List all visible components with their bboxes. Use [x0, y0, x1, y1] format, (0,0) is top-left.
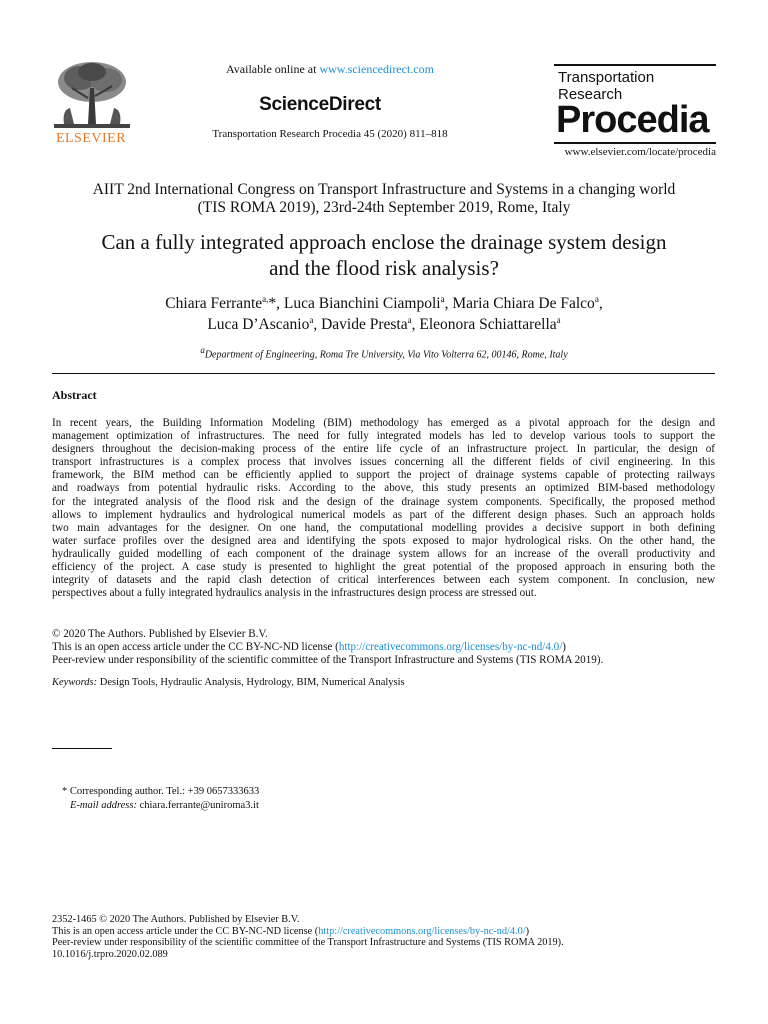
page-footer — [52, 914, 715, 960]
author-affil: a — [556, 315, 561, 325]
available-online: Available online at www.sciencedirect.com — [226, 62, 434, 76]
issn-line: 2352-1465 © 2020 The Authors. Published by Elsevier B.V. — [52, 914, 300, 925]
abstract-line: perspectives about a fully integrated hydraulics analysis in the infrastructures design process are stressed out. — [52, 587, 537, 600]
abstract-line: hydraulically guided modelling of each component of the drainage system allows for an increase of the overall productivity and — [52, 547, 715, 560]
author-name: Davide Presta — [321, 316, 408, 334]
footer-license-line: This is an open access article under the CC BY-NC-ND license (http://creativecommons.org/licenses/by-nc-nd/4.0/) — [52, 925, 530, 937]
abstract-line: framework, the BIM method can be efficiently applied to support the project of drainage systems capable of protecting railways — [52, 469, 715, 482]
author-name: Luca Bianchini Ciampoli — [283, 295, 441, 313]
abstract-line: transport infrastructures is a complex process that involves issues concerning all the different fields of civil engineering. In this — [52, 456, 715, 469]
affiliation-text: Department of Engineering, Roma Tre University, Via Vito Volterra 62, 00146, Rome, Italy — [204, 349, 568, 361]
abstract-line: management optimization of infrastructures. The need for fully integrated models has led to develop various tools to support the — [52, 430, 715, 443]
journal-logo-line3: Procedia — [556, 99, 709, 141]
peer-review-line: Peer-review under responsibility of the scientific committee of the Transport Infrastructure and Systems (TIS ROMA 2019). — [52, 654, 604, 667]
author-name: Chiara Ferrante — [165, 295, 263, 313]
license-line: This is an open access article under the CC BY-NC-ND license (http://creativecommons.org/licenses/by-nc-nd/4.0/) — [52, 641, 566, 654]
paper-title-line-1: Can a fully integrated approach enclose the drainage system design — [101, 230, 667, 254]
abstract-body — [52, 417, 715, 600]
corresponding-author-footnote: * Corresponding author. Tel.: +39 0657333633 — [62, 786, 260, 797]
footnote-rule — [52, 748, 112, 749]
abstract-line: designers throughout the decision-making process of the entire life cycle of an infrastructure project. In particular, the design of — [52, 443, 715, 456]
conference-line-1: AIIT 2nd International Congress on Transport Infrastructure and Systems in a changing world — [92, 181, 676, 198]
doi[interactable]: 10.1016/j.trpro.2020.02.089 — [52, 948, 168, 960]
abstract-heading: Abstract — [52, 388, 97, 402]
abstract-line: allows to implement hydraulics and hydrological numerical models as part of the different design phases. Such an approach holds — [52, 508, 715, 521]
conference-line-2: (TIS ROMA 2019), 23rd-24th September 2019, Rome, Italy — [197, 199, 571, 216]
keywords-label: Keywords: — [52, 677, 98, 688]
abstract-line: efficiency of the project. A case study is presented to highlight the great potential of the proposed approach in ensuring both the — [52, 561, 715, 574]
abstract-line: two main advantages for the designer. On one hand, the computational modelling provides a decisive support in both defining — [52, 521, 715, 534]
corresponding-star: * — [268, 295, 277, 313]
author-name: Luca D’Ascanio — [207, 316, 310, 334]
author-affil: a — [407, 315, 412, 325]
abstract-line: and roadways from potential hydraulic risks. According to the above, this study presents an optimized BIM-based methodology — [52, 482, 715, 495]
abstract-line: for the integrated analysis of the flood risk and the design of the drainage system components. Specifically, the proposed method — [52, 495, 715, 508]
journal-reference: Transportation Research Procedia 45 (2020) 811–818 — [212, 128, 448, 140]
author-affil: a — [440, 294, 445, 304]
journal-logo-line2: Research — [558, 86, 623, 103]
keywords — [52, 677, 715, 688]
footer-license-link[interactable]: http://creativecommons.org/licenses/by-nc-nd/4.0/ — [318, 925, 526, 937]
journal-logo-line1: Transportation — [558, 69, 655, 86]
sciencedirect-link[interactable]: www.sciencedirect.com — [319, 62, 434, 76]
footer-peer-review: Peer-review under responsibility of the scientific committee of the Transport Infrastructure and Systems (TIS ROMA 2019). — [52, 937, 564, 949]
journal-logo-rule — [554, 142, 716, 144]
section-rule — [52, 373, 715, 374]
author-affil: a, — [262, 294, 269, 304]
abstract-line: water surface profiles over the designed area and identifying the spots exposed to major hydrological risks. On the other hand, the — [52, 534, 715, 547]
email-footnote — [70, 800, 259, 811]
author-affil: a — [309, 315, 314, 325]
affil-marker: a — [200, 345, 205, 355]
author-name: Maria Chiara De Falco — [452, 295, 595, 313]
email-label: E-mail address: — [70, 800, 137, 811]
email-address[interactable]: chiara.ferrante@uniroma3.it — [136, 800, 259, 811]
copyright-block — [52, 628, 715, 667]
license-link[interactable]: http://creativecommons.org/licenses/by-nc-nd/4.0/ — [338, 641, 563, 654]
authors-line-2: Luca D’Ascanio$^a$, Davide Presta$^a$, Eleonora Schiattarella$^a$ — [207, 315, 561, 334]
sciencedirect-wordmark: ScienceDirect — [259, 94, 381, 115]
copyright-line: © 2020 The Authors. Published by Elsevier B.V. — [52, 628, 268, 640]
abstract-line: integrity of datasets and the rapid clash detection of critical interferences between each system component. In conclusion, new — [52, 574, 715, 587]
abstract-line: In recent years, the Building Information Modeling (BIM) methodology has emerged as a pivotal approach for the design and — [52, 417, 715, 429]
journal-url[interactable]: www.elsevier.com/locate/procedia — [564, 146, 716, 158]
affiliation — [40, 345, 728, 360]
authors-line-1: Chiara Ferrante$^{a,}$*, Luca Bianchini Ciampoli$^a$, Maria Chiara De Falco$^a$, — [165, 294, 603, 313]
keywords-text: Design Tools, Hydraulic Analysis, Hydrology, BIM, Numerical Analysis — [97, 677, 405, 688]
paper-title-line-2: and the flood risk analysis? — [269, 256, 499, 280]
author-name: Eleonora Schiattarella — [419, 316, 557, 334]
publisher-wordmark: ELSEVIER — [55, 131, 127, 146]
author-affil: a — [594, 294, 599, 304]
